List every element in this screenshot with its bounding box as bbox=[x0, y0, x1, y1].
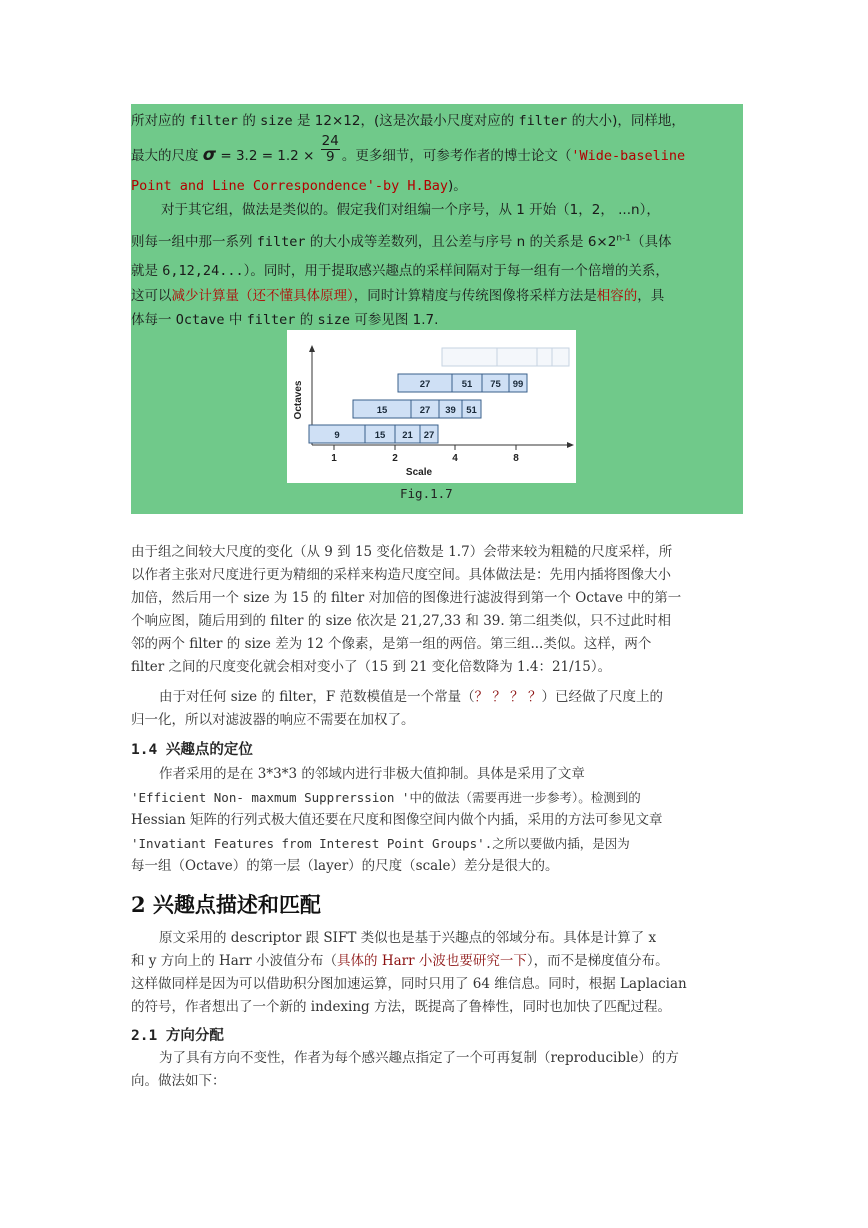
octave-4-cell bbox=[497, 348, 537, 366]
excerpt-line-4: 对于其它组，做法是类似的。假定我们对组编一个序号，从 1 开始（1，2， ...n）， bbox=[161, 202, 660, 218]
octave-4-cell bbox=[552, 348, 569, 366]
text-line: 'Efficient Non- maxmum Supprerssion '中的做法（需要再进一步参考）。检测到的 bbox=[131, 790, 641, 805]
y-axis-label: Octaves bbox=[293, 380, 304, 420]
text-line: 'Invatiant Features from Interest Point Groups'.之所以要做内插，是因为 bbox=[131, 836, 630, 851]
text-line: 和 y 方向上的 Harr 小波值分布（具体的 Harr 小波也要研究一下），而不是梯度值分布。 bbox=[131, 953, 669, 969]
octave-1-cell-label: 21 bbox=[402, 430, 413, 441]
text-line: 加倍，然后用一个 size 为 15 的 filter 对加倍的图像进行滤波得到第一个 Octave 中的第一 bbox=[131, 590, 682, 606]
text-line: 的符号，作者想出了一个新的 indexing 方法，既提高了鲁棒性，同时也加快了匹配过程。 bbox=[131, 999, 671, 1015]
paragraph-2 bbox=[131, 686, 743, 732]
section-heading-2-1: 2.1 方向分配 bbox=[131, 1028, 224, 1044]
x-tick-label: 8 bbox=[513, 453, 519, 464]
text-line: 原文采用的 descriptor 跟 SIFT 类似也是基于兴趣点的邻域分布。具体是计算了 x bbox=[159, 930, 657, 946]
x-tick-label: 2 bbox=[392, 453, 398, 464]
octave-3-cell-label: 75 bbox=[490, 379, 501, 390]
text-line: 这样做同样是因为可以借助积分图加速运算，同时只用了 64 维信息。同时，根据 Laplacian bbox=[131, 976, 687, 992]
excerpt-line-7: 这可以减少计算量（还不懂具体原理），同时计算精度与传统图像将采样方法是相容的，具 bbox=[131, 288, 665, 304]
octave-chart bbox=[287, 330, 576, 483]
text-line: 个响应图，随后用到的 filter 的 size 依次是 21,27,33 和 39. 第二组类似，只不过此时相 bbox=[131, 613, 671, 629]
octave-3-cell-label: 51 bbox=[461, 379, 473, 390]
excerpt-line-8: 体每一 Octave 中 filter 的 size 可参见图 1.7. bbox=[131, 312, 439, 328]
text-line: 以作者主张对尺度进行更为精细的采样来构造尺度空间。具体做法是：先用内插将图像大小 bbox=[131, 567, 671, 583]
paragraph-4 bbox=[131, 927, 743, 1019]
figure-caption: Fig.1.7 bbox=[400, 486, 453, 501]
y-axis-arrow bbox=[309, 345, 315, 352]
text-line: 向。做法如下： bbox=[131, 1073, 226, 1089]
text-line: 为了具有方向不变性，作者为每个感兴趣点指定了一个可再复制（reproducible）的方 bbox=[159, 1050, 679, 1066]
octave-4-cell bbox=[537, 348, 552, 366]
section-heading-1-4: 1.4 兴趣点的定位 bbox=[131, 742, 253, 758]
octave-3-cell-label: 99 bbox=[512, 379, 524, 390]
x-tick-label: 1 bbox=[331, 453, 337, 464]
octave-4-cell bbox=[442, 348, 497, 366]
octave-1-cell-label: 9 bbox=[334, 430, 340, 441]
octave-1-cell-label: 27 bbox=[423, 430, 435, 441]
text-line: 邻的两个 filter 的 size 差为 12 个像素，是第一组的两倍。第三组...类似。这样，两个 bbox=[131, 636, 652, 652]
excerpt-line-3: Point and Line Correspondence'-by H.Bay)。 bbox=[131, 178, 467, 194]
octave-2-cell-label: 27 bbox=[419, 405, 431, 416]
excerpt-line-6: 就是 6,12,24...）。同时，用于提取感兴趣点的采样间隔对于每一组有一个倍增的关系， bbox=[131, 263, 669, 279]
excerpt-line-1: 所对应的 filter 的 size 是 12×12，(这是次最小尺度对应的 filter 的大小)，同样地， bbox=[131, 113, 685, 129]
octave-3-cell-label: 27 bbox=[419, 379, 431, 390]
text-line: 归一化，所以对滤波器的响应不需要在加权了。 bbox=[131, 712, 415, 728]
excerpt-line-2: 最大的尺度 σ = 3.2 = 1.2 × $\frac{24}{9}$ 。更多细节，可参考作者的博士论文（'Wide-baseline bbox=[131, 133, 686, 165]
text-line: 作者采用的是在 3*3*3 的邻域内进行非极大值抑制。具体是采用了文章 bbox=[159, 766, 585, 782]
octave-2-cell-label: 39 bbox=[445, 405, 456, 416]
octave-1-cell-label: 15 bbox=[374, 430, 386, 441]
x-axis-label: Scale bbox=[405, 467, 433, 478]
octave-2-cell-label: 15 bbox=[376, 405, 388, 416]
text-line: 每一组（Octave）的第一层（layer）的尺度（scale）差分是很大的。 bbox=[131, 858, 559, 874]
text-line: Hessian 矩阵的行列式极大值还要在尺度和图像空间内做个内插，采用的方法可参见文章 bbox=[131, 812, 663, 828]
paragraph-3 bbox=[131, 763, 743, 878]
paragraph-5 bbox=[131, 1047, 743, 1093]
octave-figure bbox=[287, 330, 576, 483]
text-line: 由于对任何 size 的 filter，F 范数模值是一个常量（？ ？ ？ ？）已经做了尺度上的 bbox=[159, 689, 663, 705]
text-line: filter 之间的尺度变化就会相对变小了（15 到 21 变化倍数降为 1.4：21/15）。 bbox=[131, 659, 612, 675]
paragraph-1 bbox=[131, 541, 743, 679]
text-line: 由于组之间较大尺度的变化（从 9 到 15 变化倍数是 1.7）会带来较为粗糙的尺度采样，所 bbox=[131, 544, 673, 560]
x-tick-label: 4 bbox=[452, 453, 458, 464]
x-axis-arrow bbox=[567, 442, 574, 448]
excerpt-line-5: 则每一组中那一系列 filter 的大小成等差数列，且公差与序号 n 的关系是 $6\times 2^{n-1}$（具体 bbox=[131, 233, 672, 250]
octave-2-cell-label: 51 bbox=[466, 405, 477, 416]
fraction: $\frac{24}{9}$ bbox=[321, 133, 339, 165]
section-heading-2: 2 兴趣点描述和匹配 bbox=[131, 892, 321, 917]
